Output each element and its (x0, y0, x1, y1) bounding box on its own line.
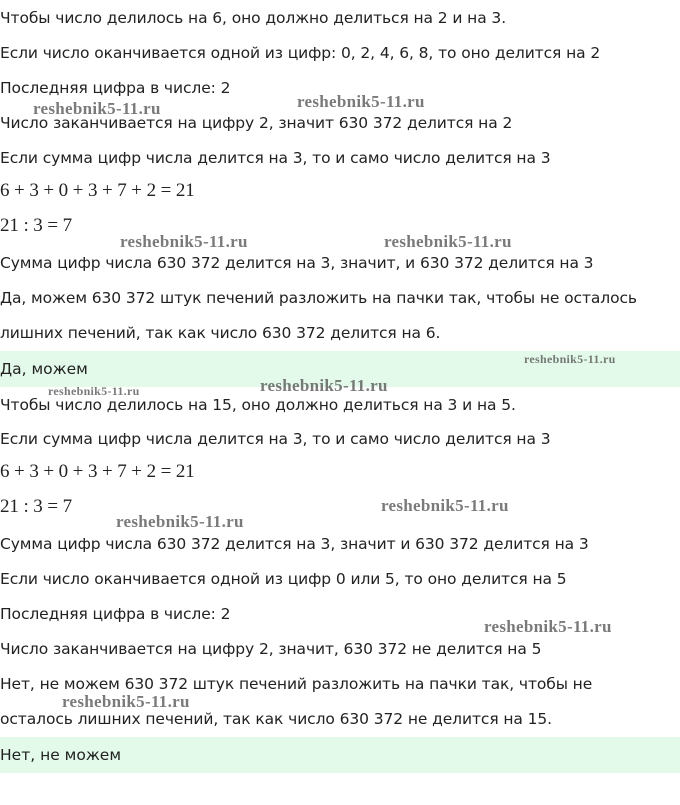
text-line: Если число оканчивается одной из цифр 0 или 5, то оно делится на 5 (0, 570, 567, 588)
text-line: осталось лишних печений, так как число 630 372 не делится на 15. (0, 710, 552, 728)
watermark: reshebnik5-11.ru (384, 232, 512, 251)
math-equation: 6 + 3 + 0 + 3 + 7 + 2 = 21 (0, 180, 195, 201)
math-equation: 21 : 3 = 7 (0, 215, 72, 236)
watermark: reshebnik5-11.ru (260, 376, 388, 395)
text-line: Нет, не можем 630 372 штук печений разложить на пачки так, чтобы не (0, 675, 593, 693)
watermark: reshebnik5-11.ru (62, 692, 190, 711)
watermark: reshebnik5-11.ru (48, 384, 140, 398)
math-equation: 6 + 3 + 0 + 3 + 7 + 2 = 21 (0, 461, 195, 482)
text-line: Сумма цифр числа 630 372 делится на 3, значит и 630 372 делится на 3 (0, 535, 589, 553)
watermark: reshebnik5-11.ru (33, 99, 161, 118)
text-line: Если сумма цифр числа делится на 3, то и само число делится на 3 (0, 430, 551, 448)
text-line: Если сумма цифр числа делится на 3, то и само число делится на 3 (0, 149, 551, 167)
text-line: Чтобы число делилось на 6, оно должно делиться на 2 и на 3. (0, 9, 507, 27)
text-line: Число заканчивается на цифру 2, значит, 630 372 не делится на 5 (0, 640, 542, 658)
text-line: Чтобы число делилось на 15, оно должно делиться на 3 и на 5. (0, 396, 516, 414)
watermark: reshebnik5-11.ru (381, 496, 509, 515)
text-line: лишних печений, так как число 630 372 делится на 6. (0, 324, 441, 342)
answer-text: Нет, не можем (0, 746, 122, 764)
math-equation: 21 : 3 = 7 (0, 496, 72, 517)
text-line: Сумма цифр числа 630 372 делится на 3, значит, и 630 372 делится на 3 (0, 254, 594, 272)
answer-text: Да, можем (0, 360, 88, 378)
watermark: reshebnik5-11.ru (524, 352, 616, 366)
text-line: Если число оканчивается одной из цифр: 0, 2, 4, 6, 8, то оно делится на 2 (0, 44, 601, 62)
watermark: reshebnik5-11.ru (484, 617, 612, 636)
watermark: reshebnik5-11.ru (120, 232, 248, 251)
text-line: Последняя цифра в числе: 2 (0, 605, 231, 623)
text-line: Да, можем 630 372 штук печений разложить на пачки так, чтобы не осталось (0, 289, 637, 307)
text-line: Последняя цифра в числе: 2 (0, 79, 231, 97)
watermark: reshebnik5-11.ru (297, 92, 425, 111)
watermark: reshebnik5-11.ru (116, 512, 244, 531)
text-line: Число заканчивается на цифру 2, значит 630 372 делится на 2 (0, 114, 513, 132)
